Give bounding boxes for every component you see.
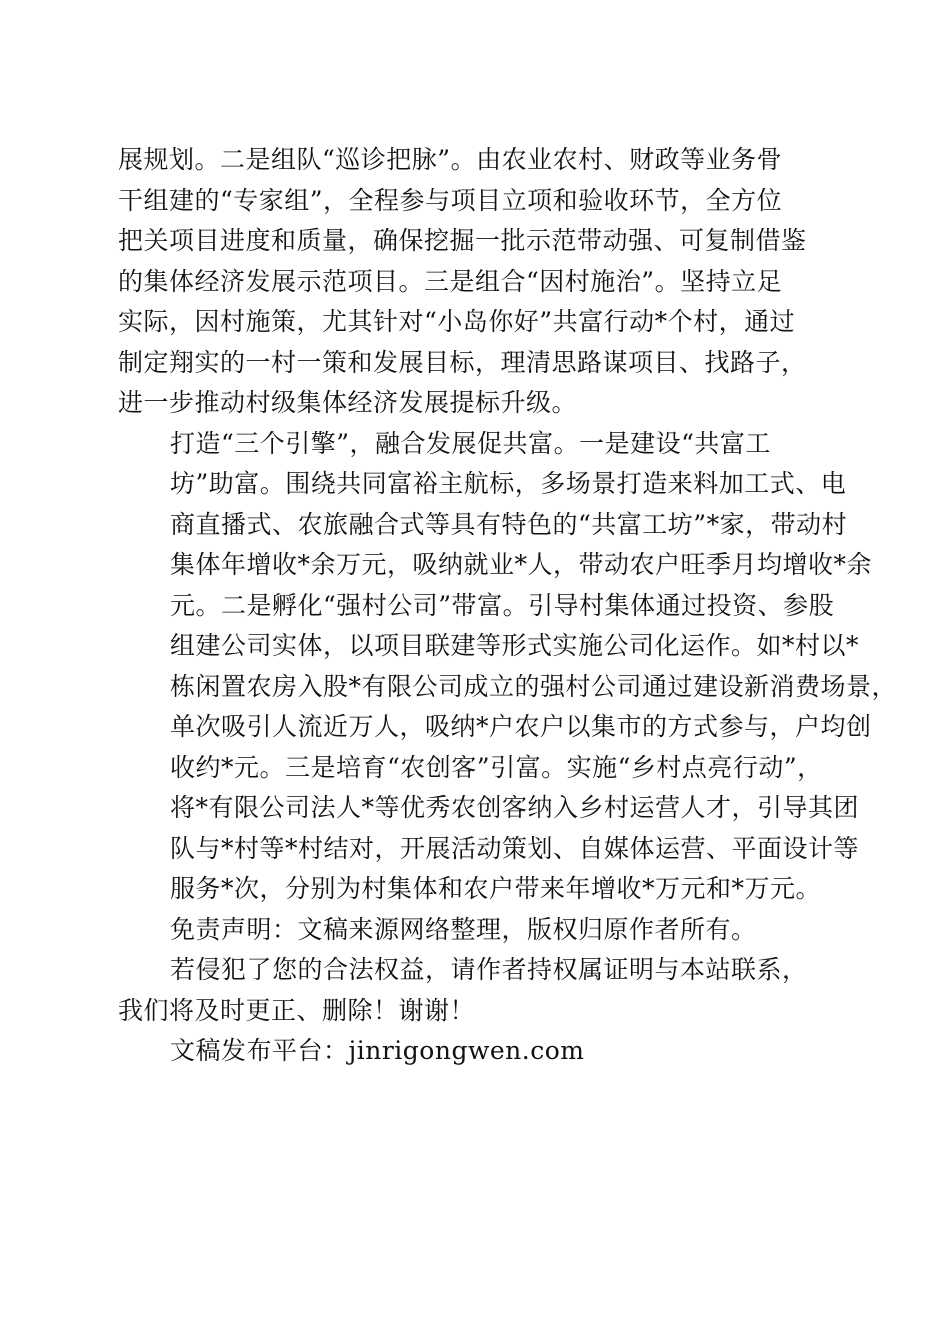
document-page — [118, 140, 898, 1072]
paragraph-line: 的集体经济发展示范项目。三是组合“因村施治”。坚持立足 — [118, 266, 783, 296]
infringement-notice — [118, 950, 834, 991]
disclaimer-text: 免责声明：文稿来源网络整理，版权归原作者所有。 — [170, 914, 757, 944]
paragraph-line: 坊”助富。围绕共同富裕主航标，多场景打造来料加工式、电 — [170, 469, 847, 498]
paragraph-line: 将*有限公司法人*等优秀农创客纳入乡村运营人才，引导其团 — [170, 793, 860, 822]
paragraph-line: 制定翔实的一村一策和发展目标，理清思路谋项目、找路子， — [118, 347, 807, 377]
paragraph-line: 打造“三个引擎”，融合发展促共富。一是建设“共富工 — [170, 428, 771, 458]
paragraph-line: 干组建的“专家组”，全程参与项目立项和验收环节，全方位 — [118, 185, 783, 215]
paragraph-line: 栋闲置农房入股*有限公司成立的强村公司通过建设新消费场景， — [170, 671, 898, 701]
infringement-notice-continued — [118, 991, 834, 1032]
platform-text: 文稿发布平台：jinrigongwen.com — [170, 1036, 585, 1065]
paragraph-line: 集体年增收*余万元，吸纳就业*人，带动农户旺季月均增收*余 — [170, 550, 873, 579]
paragraph-line: 进一步推动村级集体经济发展提标升级。 — [118, 388, 578, 417]
paragraph-line: 实际，因村施策，尤其针对“小岛你好”共富行动*个村，通过 — [118, 307, 796, 336]
paragraph-line: 收约*元。三是培育“农创客”引富。实施“乡村点亮行动”， — [170, 752, 823, 782]
paragraph-line: 展规划。二是组队“巡诊把脉”。由农业农村、财政等业务骨 — [118, 145, 783, 174]
paragraph-line: 商直播式、农旅融合式等具有特色的“共富工坊”*家，带动村 — [170, 509, 848, 539]
paragraph-line: 单次吸引人流近万人，吸纳*户农户以集市的方式参与，户均创 — [170, 712, 872, 741]
paragraph-line: 组建公司实体，以项目联建等形式实施公司化运作。如*村以* — [170, 631, 860, 660]
paragraph-line: 把关项目进度和质量，确保挖掘一批示范带动强、可复制借鉴 — [118, 226, 807, 255]
platform-line — [118, 1031, 834, 1072]
infringement-notice-line-1: 若侵犯了您的合法权益，请作者持权属证明与本站联系， — [170, 955, 808, 984]
paragraph-line: 队与*村等*村结对，开展活动策划、自媒体运营、平面设计等 — [170, 833, 860, 863]
body-text — [118, 140, 898, 910]
disclaimer-line — [118, 910, 834, 951]
paragraph-line: 元。二是孵化“强村公司”带富。引导村集体通过投资、参股 — [170, 590, 835, 620]
body-paragraph — [118, 140, 834, 424]
paragraph-line: 服务*次，分别为村集体和农户带来年增收*万元和*万元。 — [170, 874, 822, 903]
body-paragraph — [118, 424, 898, 910]
infringement-notice-line-2: 我们将及时更正、删除！谢谢！ — [118, 995, 476, 1025]
